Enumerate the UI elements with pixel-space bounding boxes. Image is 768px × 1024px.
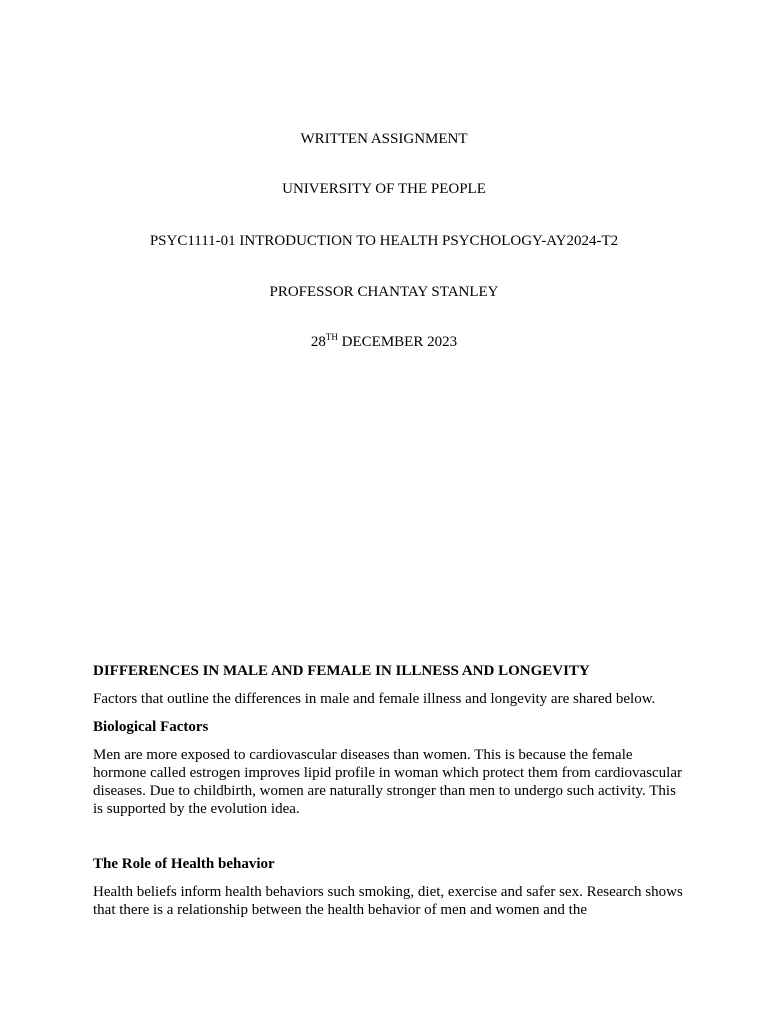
course-name: PSYC1111-01 INTRODUCTION TO HEALTH PSYCHOLOGY-AY2024-T2 xyxy=(149,233,619,249)
biological-paragraph: Men are more exposed to cardiovascular diseases than women. This is because the female hormone called estrogen improves lipid profile in woman which protect them from cardiovascular diseases. Due to childbirth, women are naturally stronger than men to undergo such activity. This is supported by the evolution idea. xyxy=(93,747,682,817)
intro-paragraph: Factors that outline the differences in male and female illness and longevity are shared below. xyxy=(93,691,656,707)
assignment-title: WRITTEN ASSIGNMENT xyxy=(300,131,468,147)
university-name: UNIVERSITY OF THE PEOPLE xyxy=(282,181,486,197)
submission-date xyxy=(0,333,768,351)
health-behavior-paragraph: Health beliefs inform health behaviors such smoking, diet, exercise and safer sex. Research shows that there is a relationship between the health behavior of men and women and the xyxy=(93,884,683,918)
section-heading-biological: Biological Factors xyxy=(93,719,209,735)
date-month-year: DECEMBER 2023 xyxy=(337,334,458,350)
date-suffix: TH xyxy=(325,332,338,342)
professor-name: PROFESSOR CHANTAY STANLEY xyxy=(269,284,499,300)
main-heading: DIFFERENCES IN MALE AND FEMALE IN ILLNESS AND LONGEVITY xyxy=(93,663,590,679)
date-day: 28 xyxy=(310,334,326,350)
section-heading-health-behavior: The Role of Health behavior xyxy=(93,856,275,872)
